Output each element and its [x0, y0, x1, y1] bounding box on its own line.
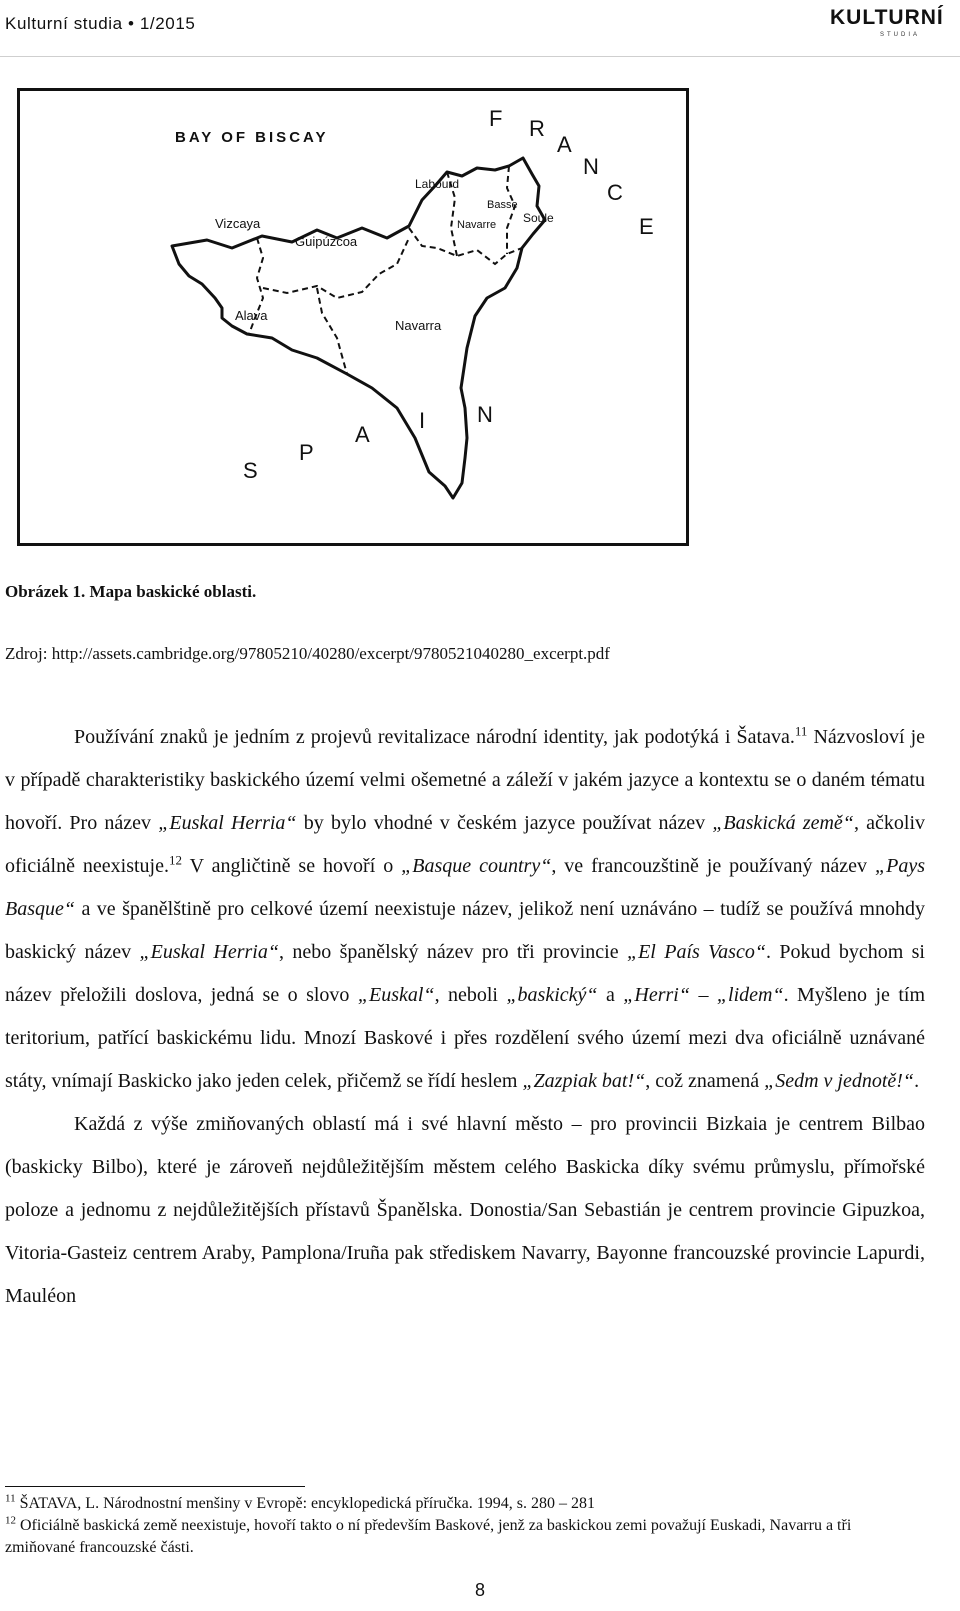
text-run: V angličtině se hovoří o	[182, 855, 402, 877]
logo-text: KULTURNÍ	[830, 6, 944, 29]
paragraph-1	[5, 716, 925, 1103]
footnote-ref-11: 11	[794, 723, 808, 739]
quoted-term: „baskický“	[506, 984, 598, 1006]
text-run: –	[690, 984, 717, 1006]
quoted-term: „Zazpiak bat!“	[522, 1070, 646, 1092]
footnote-text: ŠATAVA, L. Národnostní menšiny v Evropě: encyklopedická příručka. 1994, s. 280 – 281	[19, 1495, 595, 1512]
footnote-11	[5, 1493, 925, 1515]
logo-subtext: STUDIA	[880, 32, 921, 38]
text-run: , ve francouzštině je používaný název	[551, 855, 875, 877]
text-run: . Pokud bychom si název přeložili doslova, jedná se o slovo	[5, 941, 925, 1006]
header-divider	[0, 56, 960, 57]
text-run: by bylo vhodné v českém jazyce používat název	[296, 812, 713, 834]
quoted-term: „Basque country“	[401, 855, 552, 877]
footnote-number: 12	[5, 1514, 16, 1527]
text-run: , nebo španělský název pro tři provincie	[278, 941, 627, 963]
map-label-alava: Alava	[235, 308, 268, 323]
paragraph-2: Každá z výše zmiňovaných oblastí má i své hlavní město – pro provincii Bizkaia je centrem Bilbao (baskicky Bilbo), které je zároveň nejdůležitějším městem celého Baskicka díky svému průmyslu, přímořské poloze a jednomu z nejdůležitějších přístavů Španělska. Donostia/San Sebastián je centrem provincie Gipuzkoa, Vitoria-Gasteiz centrem Araby, Pamplona/Iruña pak střediskem Navarry, Bayonne francouzské provincie Lapurdi, Mauléon	[5, 1113, 925, 1307]
map-label-labourd: Labourd	[415, 177, 460, 191]
quoted-term: „Euskal“	[357, 984, 435, 1006]
figure-source: Zdroj: http://assets.cambridge.org/97805210/40280/excerpt/9780521040280_excerpt.pdf	[5, 644, 610, 663]
text-run: Názvosloví je v případě charakteristiky baskického území velmi ošemetné a záleží v jakém jazyce a kontextu se o daném tématu hovoří. Pro název	[5, 726, 925, 834]
quoted-term: „Baskická země“	[712, 812, 854, 834]
text-run: Používání znaků je jedním z projevů revitalizace národní identity, jak podotýká i Šatava.	[74, 726, 795, 748]
map-letter-spain-1: S	[243, 458, 258, 483]
footnotes	[5, 1493, 925, 1559]
basque-map-figure	[17, 88, 689, 546]
quoted-term: „Euskal Herria“	[139, 941, 279, 963]
quoted-term: „Euskal Herria“	[158, 812, 297, 834]
map-letter-spain-3: A	[355, 422, 370, 447]
map-letter-spain-4: I	[419, 408, 426, 433]
text-run: , ačkoliv oficiálně neexistuje.	[5, 812, 926, 877]
figure-caption: Obrázek 1. Mapa baskické oblasti.	[5, 582, 257, 601]
quoted-term: „Herri“	[623, 984, 690, 1006]
quoted-term: „Sedm v jednotě!“	[764, 1070, 915, 1092]
journal-logo	[830, 6, 950, 48]
map-letter-spain-5: N	[477, 402, 493, 427]
footnote-12	[5, 1515, 925, 1559]
text-run: a ve španělštině pro celkové území neexistuje název, jelikož není uznáváno – tudíž se používá mnohdy baskický název	[5, 898, 925, 963]
page-number: 8	[474, 1580, 485, 1600]
journal-title: Kulturní studia • 1/2015	[5, 14, 196, 33]
page-header	[0, 0, 960, 58]
map-label-navarre: Navarre	[457, 219, 497, 231]
map-label-bay-of-biscay: BAY OF BISCAY	[175, 129, 329, 146]
text-run: . Myšleno je tím teritorium, patřící baskickému lidu. Mnozí Baskové i přes rozdělení svého území mezi dva oficiálně uznávané státy, vnímají Baskicko jako jeden celek, přičemž se řídí heslem	[5, 984, 925, 1092]
footnote-divider	[5, 1486, 305, 1487]
text-run: .	[914, 1070, 920, 1092]
quoted-term: „lidem“	[716, 984, 784, 1006]
map-label-soule: Soule	[523, 211, 554, 225]
quoted-term: „El País Vasco“	[626, 941, 766, 963]
map-letter-france-4: N	[583, 154, 599, 179]
footnote-text: Oficiálně baskická země neexistuje, hovoří takto o ní především Baskové, jenž za baskickou zemi považují Euskadi, Navarru a tři zmiňované francouzské části.	[5, 1517, 852, 1556]
map-letter-france-6: E	[639, 214, 654, 239]
map-label-guipuzcoa: Guipúzcoa	[295, 234, 358, 249]
footnote-number: 11	[5, 1492, 16, 1505]
map-letter-spain-2: P	[299, 440, 314, 465]
map-letter-france-1: F	[489, 106, 503, 131]
map-label-vizcaya: Vizcaya	[215, 216, 261, 231]
text-run: , což znamená	[645, 1070, 765, 1092]
map-letter-france-3: A	[557, 132, 572, 157]
text-run: , neboli	[434, 984, 507, 1006]
article-body	[5, 716, 925, 1318]
quoted-term: „Pays Basque“	[5, 855, 925, 920]
text-run: a	[597, 984, 624, 1006]
map-label-navarra: Navarra	[395, 318, 442, 333]
footnote-ref-12: 12	[169, 852, 182, 868]
map-label-basse: Basse	[487, 199, 518, 211]
map-letter-france-5: C	[607, 180, 623, 205]
map-letter-france-2: R	[529, 116, 545, 141]
